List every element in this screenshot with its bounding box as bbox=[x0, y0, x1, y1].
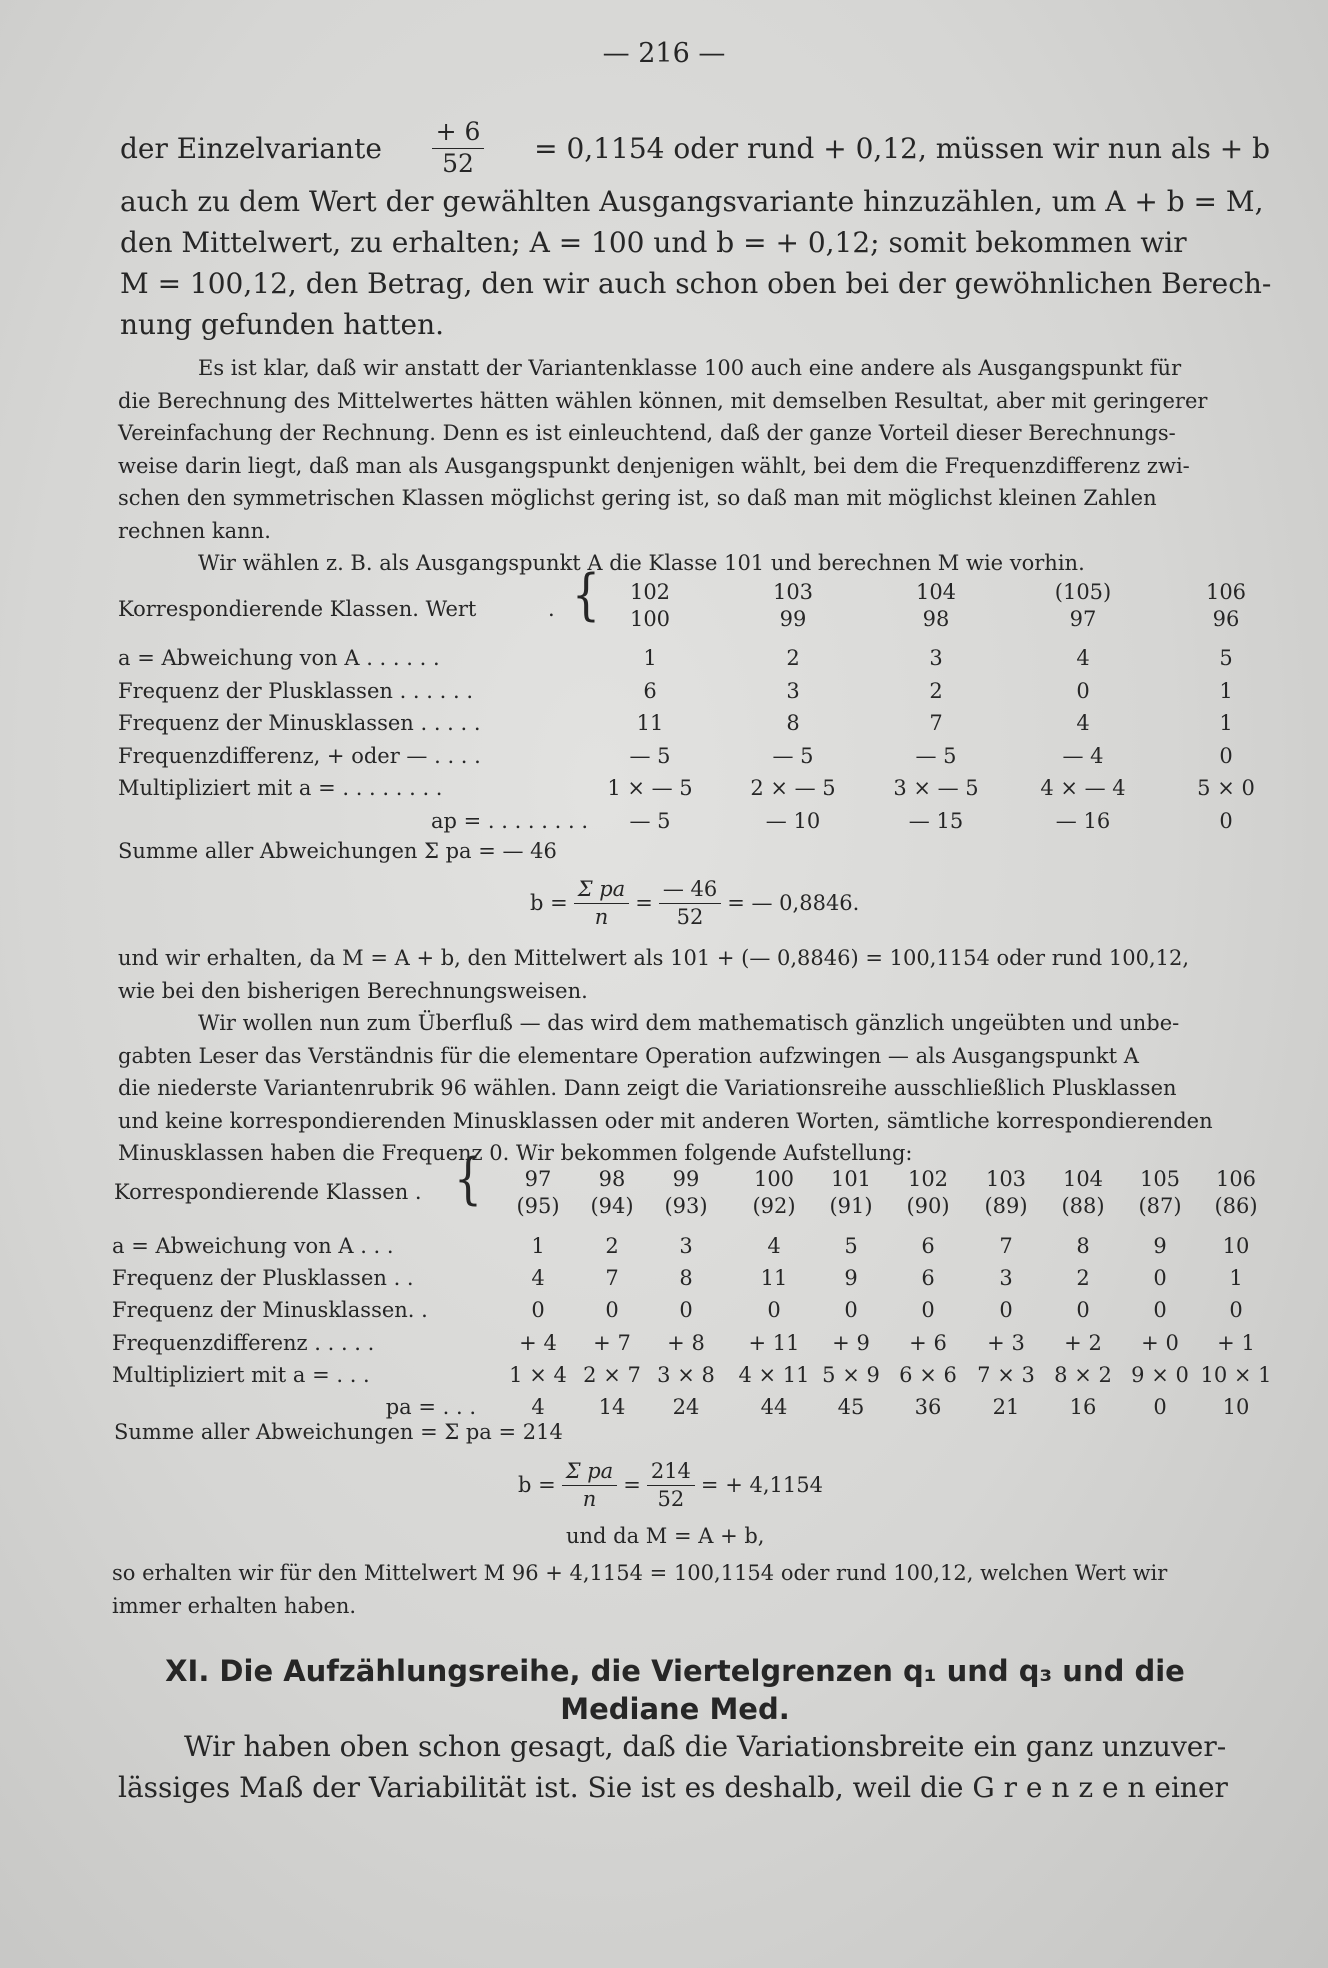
table-cell: 97 bbox=[1069, 607, 1097, 631]
table-row-label: Frequenzdifferenz, + oder — . . . . bbox=[118, 743, 481, 768]
table-cell: 99 bbox=[672, 1167, 700, 1191]
table1-sum: Summe aller Abweichungen Σ pa = — 46 bbox=[118, 839, 557, 863]
table-cell: 3 × — 5 bbox=[893, 776, 979, 800]
table-cell: + 4 bbox=[519, 1330, 557, 1355]
table-cell: 0 bbox=[1219, 743, 1233, 768]
table-cell: 14 bbox=[598, 1395, 626, 1419]
table-cell: 0 bbox=[1219, 808, 1233, 833]
table-cell: 0 bbox=[1076, 1298, 1090, 1323]
table-cell: 0 bbox=[1076, 678, 1090, 703]
table-cell: 9 × 0 bbox=[1131, 1362, 1189, 1387]
table-cell: + 0 bbox=[1141, 1330, 1179, 1355]
table-cell: 0 bbox=[844, 1298, 858, 1323]
table-cell: 3 bbox=[929, 646, 943, 670]
table-cell: 8 bbox=[1076, 1234, 1090, 1258]
table-cell: 0 bbox=[1153, 1395, 1167, 1419]
table-cell: 9 bbox=[844, 1266, 858, 1291]
table-cell: 101 bbox=[830, 1167, 872, 1191]
closing-paragraph bbox=[118, 1726, 1254, 1808]
table-row-label: ap = . . . . . . . . bbox=[430, 808, 588, 833]
table-cell: 45 bbox=[837, 1395, 865, 1419]
table-cell: 104 bbox=[915, 580, 957, 604]
fraction: $\frac{— 46}{52}$ bbox=[659, 878, 721, 927]
table-cell: 4 bbox=[531, 1395, 545, 1419]
fraction: $\frac{\text{Σ pa}}{n}$ bbox=[574, 878, 630, 927]
table-cell: 21 bbox=[992, 1395, 1020, 1419]
table-cell: 100 bbox=[753, 1167, 795, 1191]
table2-equation: b = $\frac{\text{Σ pa}}{n}$ = $\frac{214}{52}$ = + 4,1154 bbox=[518, 1459, 823, 1511]
table-cell: 0 bbox=[1153, 1266, 1167, 1291]
table-cell: — 5 bbox=[629, 808, 671, 833]
table-cell: (89) bbox=[984, 1194, 1028, 1218]
table-cell: 102 bbox=[629, 580, 671, 604]
intro-paragraph bbox=[120, 115, 1270, 345]
table-cell: 3 bbox=[679, 1234, 693, 1258]
table-cell: — 5 bbox=[629, 743, 671, 768]
table2-label-klassen: Korrespondierende Klassen . bbox=[114, 1180, 422, 1204]
table-cell: — 5 bbox=[772, 743, 814, 768]
table-cell: 3 × 8 bbox=[657, 1362, 715, 1387]
note-line: schen den symmetrischen Klassen möglichst gering ist, so daß man mit möglichst kleinen Zahlen bbox=[118, 486, 1157, 510]
table-cell: 5 bbox=[844, 1234, 858, 1258]
fraction: $\frac{\text{Σ pa}}{n}$ bbox=[562, 1460, 618, 1509]
text-line: und wir erhalten, da M = A + b, den Mittelwert als 101 + (— 0,8846) = 100,1154 oder rund 100,12, bbox=[118, 946, 1190, 970]
note-line: weise darin liegt, daß man als Ausgangspunkt denjenigen wählt, bei dem die Frequenzdifferenz zwi- bbox=[118, 453, 1190, 478]
table-cell: 8 bbox=[679, 1266, 693, 1291]
table-row-label: Frequenz der Plusklassen . . bbox=[112, 1266, 414, 1291]
table-cell: 9 bbox=[1153, 1234, 1167, 1258]
note-line: Es ist klar, daß wir anstatt der Variantenklasse 100 auch eine andere als Ausgangspunkt für bbox=[198, 356, 1182, 380]
table-cell: 6 × 6 bbox=[899, 1362, 957, 1387]
table-row-label: pa = . . . bbox=[385, 1395, 476, 1419]
table-cell: 4 bbox=[1076, 711, 1090, 735]
table-cell: (92) bbox=[752, 1194, 796, 1218]
table-cell: 0 bbox=[1153, 1298, 1167, 1323]
table-cell: 99 bbox=[779, 607, 807, 631]
table-cell: 0 bbox=[921, 1298, 935, 1323]
table-cell: 4 bbox=[767, 1234, 781, 1258]
intro-line-1: der Einzelvariante $\frac{+ 6}{52}$ = 0,1154 oder rund + 0,12, müssen wir nun als + b bbox=[120, 117, 1270, 178]
table-cell: 102 bbox=[907, 1167, 949, 1191]
table-cell: 6 bbox=[921, 1234, 935, 1258]
text-line: lässiges Maß der Variabilität ist. Sie ist es deshalb, weil die G r e n z e n einer bbox=[118, 1771, 1228, 1804]
table-cell: 98 bbox=[922, 607, 950, 631]
note-line: die Berechnung des Mittelwertes hätten wählen können, mit demselben Resultat, aber mit geringerer bbox=[118, 388, 1208, 413]
table-cell: 7 bbox=[929, 711, 943, 735]
table-cell: 11 bbox=[760, 1266, 788, 1291]
text-line: die niederste Variantenrubrik 96 wählen. Dann zeigt die Variationsreihe ausschließlich Plusklassen bbox=[118, 1076, 1177, 1100]
table-cell: 96 bbox=[1212, 607, 1240, 631]
table-cell: + 11 bbox=[748, 1330, 800, 1355]
table-cell: 0 bbox=[1229, 1298, 1243, 1323]
table-cell: (91) bbox=[829, 1194, 873, 1218]
table-cell: + 7 bbox=[593, 1330, 631, 1355]
table-cell: 4 bbox=[1076, 646, 1090, 670]
table-cell: 97 bbox=[524, 1167, 552, 1191]
table-cell: — 5 bbox=[915, 743, 957, 768]
table-row-label: a = Abweichung von A . . . . . . bbox=[118, 646, 440, 670]
section-heading bbox=[110, 1652, 1240, 1728]
table-cell: + 9 bbox=[832, 1330, 870, 1355]
table-cell: 1 bbox=[1229, 1266, 1243, 1291]
table1-equation: b = $\frac{\text{Σ pa}}{n}$ = $\frac{— 46}{52}$ = — 0,8846. bbox=[530, 877, 860, 929]
text-line: wie bei den bisherigen Berechnungsweisen. bbox=[118, 978, 588, 1003]
table-cell: 1 bbox=[531, 1234, 545, 1258]
note-line: rechnen kann. bbox=[118, 518, 271, 543]
table-cell: 0 bbox=[999, 1298, 1013, 1323]
table-cell: 36 bbox=[914, 1395, 942, 1419]
note-paragraph bbox=[118, 352, 1272, 580]
table-cell: 0 bbox=[531, 1298, 545, 1323]
table-cell: 106 bbox=[1215, 1167, 1257, 1191]
table-cell: 7 bbox=[999, 1234, 1013, 1258]
table-cell: (87) bbox=[1138, 1194, 1182, 1218]
table-cell: (90) bbox=[906, 1194, 950, 1218]
table-cell: 98 bbox=[598, 1167, 626, 1191]
table-cell: 1 bbox=[643, 646, 657, 670]
table-cell: 2 bbox=[1076, 1266, 1090, 1291]
table-cell: (105) bbox=[1054, 580, 1112, 604]
table-cell: 103 bbox=[985, 1167, 1027, 1191]
table-cell: 2 bbox=[929, 678, 943, 703]
note-line: Wir wählen z. B. als Ausgangspunkt A die Klasse 101 und berechnen M wie vorhin. bbox=[198, 551, 1085, 575]
table-cell: 7 bbox=[605, 1266, 619, 1291]
table-cell: 3 bbox=[786, 678, 800, 703]
table-cell: 0 bbox=[679, 1298, 693, 1323]
table-cell: 3 bbox=[999, 1266, 1013, 1291]
table-row-label: Frequenz der Minusklassen . . . . . bbox=[118, 711, 481, 735]
table-cell: 8 × 2 bbox=[1054, 1362, 1112, 1387]
brace: { bbox=[572, 563, 600, 628]
text-line: so erhalten wir für den Mittelwert M 96 + 4,1154 = 100,1154 oder rund 100,12, welchen Wert wir bbox=[112, 1561, 1168, 1585]
table-cell: — 4 bbox=[1062, 743, 1104, 768]
section-heading-line-1: XI. Die Aufzählungsreihe, die Viertelgrenzen q₁ und q₃ und die bbox=[165, 1654, 1185, 1688]
table-cell: 44 bbox=[760, 1395, 788, 1419]
table-cell: 2 bbox=[605, 1234, 619, 1258]
und-da-line: und da M = A + b, bbox=[566, 1524, 765, 1548]
table-cell: 2 × 7 bbox=[583, 1362, 641, 1387]
intro-line-5: nung gefunden hatten. bbox=[120, 308, 445, 341]
table1-label-dots: . bbox=[548, 597, 555, 621]
table-cell: 106 bbox=[1205, 580, 1247, 604]
table-row-label: Multipliziert mit a = . . . . . . . . bbox=[118, 776, 443, 800]
table-row-label: Multipliziert mit a = . . . bbox=[112, 1362, 370, 1387]
table-cell: 10 × 1 bbox=[1200, 1362, 1272, 1387]
table-cell: — 10 bbox=[765, 808, 821, 833]
text-line: Wir haben oben schon gesagt, daß die Variationsbreite ein ganz unzuver- bbox=[184, 1730, 1227, 1763]
table-cell: 10 bbox=[1222, 1234, 1250, 1258]
text-line: Wir wollen nun zum Überfluß — das wird dem mathematisch gänzlich ungeübten und unbe- bbox=[198, 1011, 1180, 1035]
table-cell: — 15 bbox=[908, 808, 964, 833]
table-cell: 2 bbox=[786, 646, 800, 670]
paragraph-2 bbox=[118, 942, 1272, 1170]
table-cell: + 1 bbox=[1217, 1330, 1255, 1355]
table-cell: 1 × — 5 bbox=[607, 776, 693, 800]
table1-label-klassen: Korrespondierende Klassen. Wert bbox=[118, 597, 477, 621]
table-cell: 0 bbox=[767, 1298, 781, 1323]
table-row-label: Frequenz der Plusklassen . . . . . . bbox=[118, 678, 474, 703]
table-cell: 2 × — 5 bbox=[750, 776, 836, 800]
note-line: Vereinfachung der Rechnung. Denn es ist einleuchtend, daß der ganze Vorteil dieser Berechnungs- bbox=[118, 421, 1176, 445]
text-line: gabten Leser das Verständnis für die elementare Operation aufzwingen — als Ausgangspunkt A bbox=[118, 1043, 1139, 1068]
section-heading-line-2: Mediane Med. bbox=[560, 1692, 790, 1726]
table-cell: (95) bbox=[516, 1194, 560, 1218]
table-row-label: Frequenz der Minusklassen. . bbox=[112, 1298, 428, 1323]
table-cell: 1 bbox=[1219, 678, 1233, 703]
page-number: — 216 — bbox=[602, 38, 726, 69]
table-row-label: Frequenzdifferenz . . . . . bbox=[112, 1330, 375, 1355]
table-cell: 0 bbox=[605, 1298, 619, 1323]
intro-line-3: den Mittelwert, zu erhalten; A = 100 und b = + 0,12; somit bekommen wir bbox=[120, 226, 1187, 259]
fraction: $\frac{+ 6}{52}$ bbox=[432, 119, 485, 177]
table-cell: + 2 bbox=[1064, 1330, 1102, 1355]
table-cell: 6 bbox=[643, 678, 657, 703]
table-cell: 24 bbox=[672, 1395, 700, 1419]
table-cell: 10 bbox=[1222, 1395, 1250, 1419]
table-row-label: a = Abweichung von A . . . bbox=[112, 1234, 394, 1258]
table-cell: (94) bbox=[590, 1194, 634, 1218]
brace: { bbox=[454, 1147, 482, 1212]
table-cell: + 8 bbox=[667, 1330, 705, 1355]
table-cell: (93) bbox=[664, 1194, 708, 1218]
table-cell: — 16 bbox=[1055, 808, 1111, 833]
table-cell: 5 × 9 bbox=[822, 1362, 880, 1387]
text-line: und keine korrespondierenden Minusklassen oder mit anderen Worten, sämtliche korrespondierenden bbox=[118, 1108, 1213, 1133]
table-cell: 7 × 3 bbox=[977, 1362, 1035, 1387]
table-cell: + 3 bbox=[987, 1330, 1025, 1355]
table-cell: 4 × 11 bbox=[738, 1362, 810, 1387]
table-cell: 1 × 4 bbox=[509, 1362, 567, 1387]
table-cell: 1 bbox=[1219, 711, 1233, 735]
table-cell: + 6 bbox=[909, 1330, 947, 1355]
table2-sum: Summe aller Abweichungen = Σ pa = 214 bbox=[114, 1420, 563, 1444]
table-cell: 11 bbox=[636, 711, 664, 735]
text-line: Minusklassen haben die Frequenz 0. Wir bekommen folgende Aufstellung: bbox=[118, 1141, 913, 1165]
table-cell: (88) bbox=[1061, 1194, 1105, 1218]
table-cell: 105 bbox=[1139, 1167, 1181, 1191]
table-cell: 8 bbox=[786, 711, 800, 735]
table-cell: 5 bbox=[1219, 646, 1233, 670]
intro-line-2: auch zu dem Wert der gewählten Ausgangsvariante hinzuzählen, um A + b = M, bbox=[120, 185, 1264, 218]
table-cell: 4 bbox=[531, 1266, 545, 1291]
text-line: immer erhalten haben. bbox=[112, 1593, 357, 1618]
table-cell: 16 bbox=[1069, 1395, 1097, 1419]
intro-line-4: M = 100,12, den Betrag, den wir auch schon oben bei der gewöhnlichen Berech- bbox=[120, 267, 1272, 300]
paragraph-3 bbox=[112, 1557, 1260, 1622]
table-cell: 4 × — 4 bbox=[1040, 776, 1126, 800]
fraction: $\frac{214}{52}$ bbox=[647, 1460, 695, 1509]
table-cell: 100 bbox=[629, 607, 671, 631]
table-cell: 103 bbox=[772, 580, 814, 604]
table-cell: 5 × 0 bbox=[1197, 776, 1255, 800]
table-cell: (86) bbox=[1214, 1194, 1258, 1218]
table-cell: 6 bbox=[921, 1266, 935, 1291]
table-cell: 104 bbox=[1062, 1167, 1104, 1191]
